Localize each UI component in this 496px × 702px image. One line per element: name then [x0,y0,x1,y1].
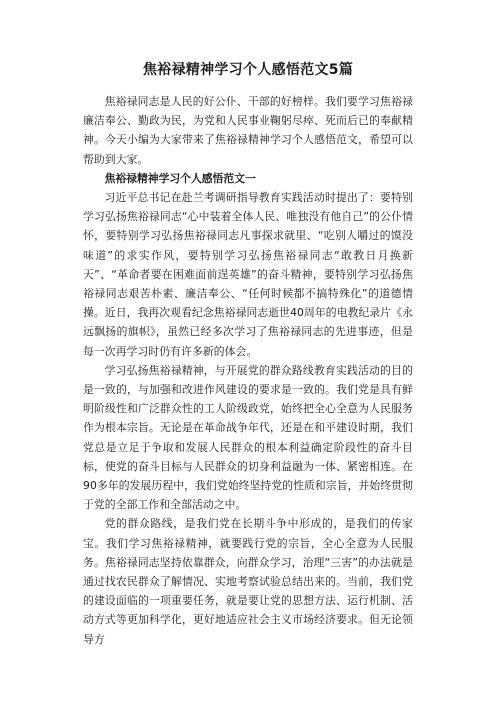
body-paragraph-3: 党的群众路线，是我们党在长期斗争中形成的，是我们的传家宝。我们学习焦裕禄精神，就要践行党的宗旨，全心全意为人民服务。焦裕禄同志坚持依靠群众，向群众学习，治理“三害”的办法就是通过找农民群众了解情况、实地考察试验总结出来的。当前，我们党的建设面临的一项重要任务，就是要让党的思想方法、运行机制、活动方式等更加科学化，更好地适应社会主义市场经济要求。但无论领导方 [83,517,413,646]
document-title: 焦裕禄精神学习个人感悟范文5篇 [142,62,354,78]
intro-paragraph: 焦裕禄同志是人民的好公仆、干部的好榜样。我们要学习焦裕禄廉洁奉公、勤政为民，为党和人民事业鞠躬尽瘁、死而后已的奉献精神。今天小编为大家带来了焦裕禄精神学习个人感悟范文，希望可以帮助到大家。 [83,95,413,166]
body-paragraph-1: 习近平总书记在赴兰考调研指导教育实践活动时提出了：要特别学习弘扬焦裕禄同志“心中装着全体人民、唯独没有他自己”的公仆情怀，要特别学习弘扬焦裕禄同志凡事探求就里、“吃别人嚼过的馍没味道”的求实作风，要特别学习弘扬焦裕禄同志“敢教日月换新天”、“革命者要在困难面前逞英雄”的奋斗精神，要特别学习弘扬焦裕禄同志艰苦朴素、廉洁奉公、“任何时候都不搞特殊化”的道德情操。近日，我再次观看纪念焦裕禄同志逝世40周年的电教纪录片《永远飘扬的旗帜》，虽然已经多次学习了焦裕禄同志的先进事迹，但是每一次再学习时仍有许多新的体会。 [83,191,413,358]
section-heading: 焦裕禄精神学习个人感悟范文一 [104,171,256,185]
body-paragraph-2: 学习弘扬焦裕禄精神，与开展党的群众路线教育实践活动的目的是一致的，与加强和改进作风建设的要求是一致的。我们党是具有鲜明阶级性和广泛群众性的工人阶级政党，始终把全心全意为人民服务作为根本宗旨。无论是在革命战争年代，还是在和平建设时期，我们党总是立足于争取和发展人民群众的根本利益确定阶段性的奋斗目标，使党的奋斗目标与人民群众的切身利益融为一体、紧密相连。在90多年的发展历程中，我们党始终坚持党的性质和宗旨，并始终贯彻于党的全部工作和全部活动之中。 [83,363,413,512]
